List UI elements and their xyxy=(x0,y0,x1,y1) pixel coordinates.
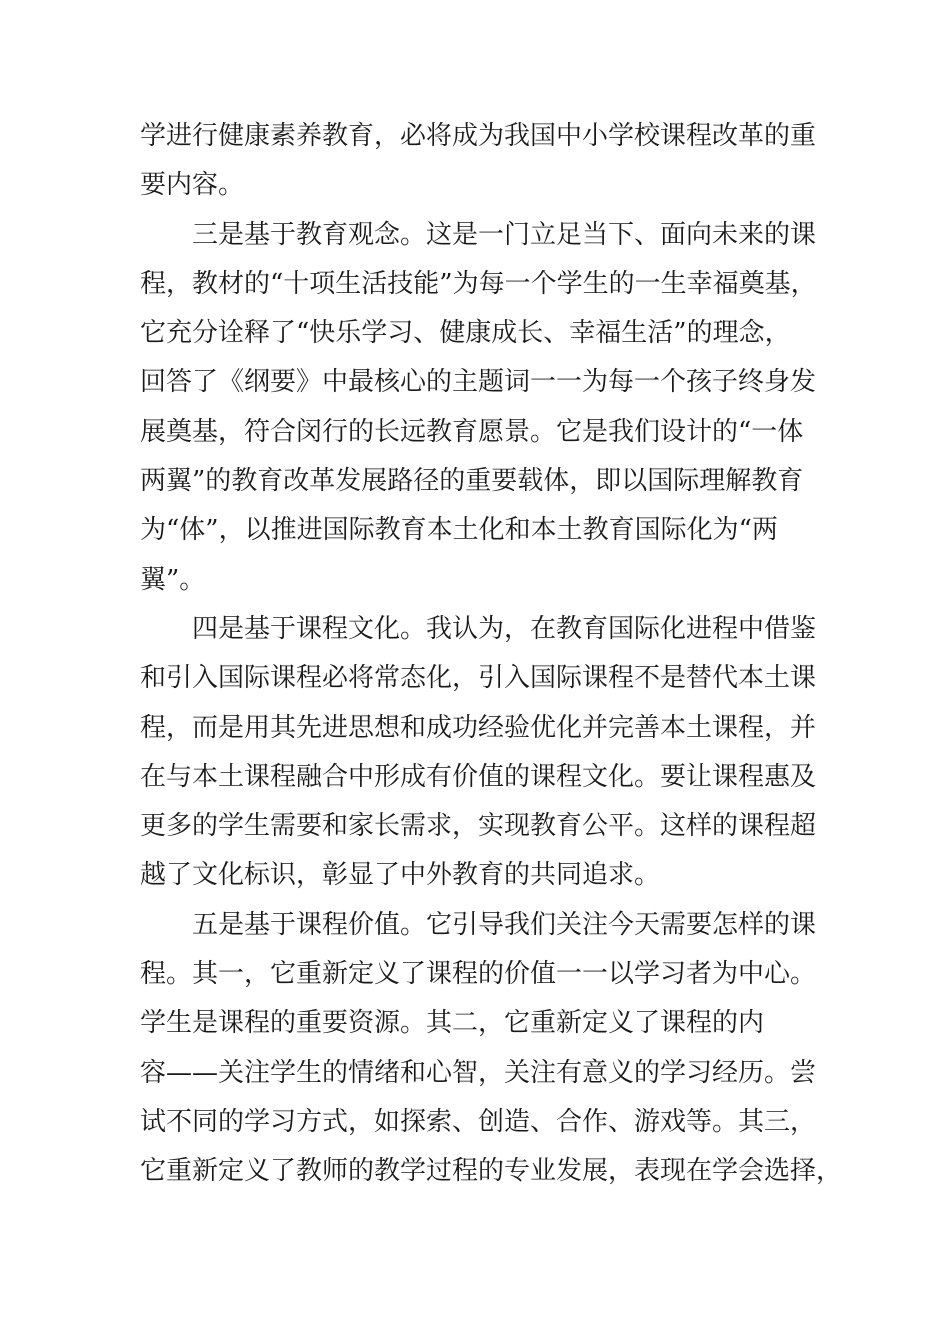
text-line: 程。其一，它重新定义了课程的价值一一以学习者为中心。 xyxy=(140,959,817,990)
paragraph-start-line: 五是基于课程价值。它引导我们关注今天需要怎样的课 xyxy=(192,909,817,940)
text-line: 两翼”的教育改革发展路径的重要载体，即以国际理解教育 xyxy=(140,466,804,497)
text-line: 学进行健康素养教育，必将成为我国中小学校课程改革的重 xyxy=(140,121,817,151)
text-line: 容——关注学生的情绪和心智，关注有意义的学习经历。尝 xyxy=(140,1057,817,1088)
text-line: 程，教材的“十项生活技能”为每一个学生的一生幸福奠基， xyxy=(140,268,817,299)
text-line: 它重新定义了教师的教学过程的专业发展，表现在学会选择， xyxy=(140,1156,843,1187)
text-line: 程，而是用其先进思想和成功经验优化并完善本土课程，并 xyxy=(140,712,817,743)
text-line: 要内容。 xyxy=(140,170,245,201)
text-line: 和引入国际课程必将常态化，引入国际课程不是替代本土课 xyxy=(140,663,817,694)
paragraph-start-line: 三是基于教育观念。这是一门立足当下、面向未来的课 xyxy=(192,219,817,250)
text-line: 它充分诠释了“快乐学习、健康成长、幸福生活”的理念， xyxy=(140,318,791,349)
text-line: 翼”。 xyxy=(140,564,206,595)
text-line: 为“体”，以推进国际教育本土化和本土教育国际化为“两 xyxy=(140,515,778,546)
text-line: 回答了《纲要》中最核心的主题词一一为每一个孩子终身发 xyxy=(140,367,817,398)
text-line: 更多的学生需要和家长需求，实现教育公平。这样的课程超 xyxy=(140,811,817,842)
text-line: 越了文化标识，彰显了中外教育的共同追求。 xyxy=(140,860,661,891)
paragraph-start-line: 四是基于课程文化。我认为，在教育国际化进程中借鉴 xyxy=(192,613,817,644)
text-line: 在与本土课程融合中形成有价值的课程文化。要让课程惠及 xyxy=(140,761,817,792)
text-line: 学生是课程的重要资源。其二，它重新定义了课程的内 xyxy=(140,1008,765,1039)
text-line: 试不同的学习方式，如探索、创造、合作、游戏等。其三， xyxy=(140,1106,817,1137)
text-line: 展奠基，符合闵行的长远教育愿景。它是我们设计的“一体 xyxy=(140,416,804,447)
body-text xyxy=(140,112,843,1197)
